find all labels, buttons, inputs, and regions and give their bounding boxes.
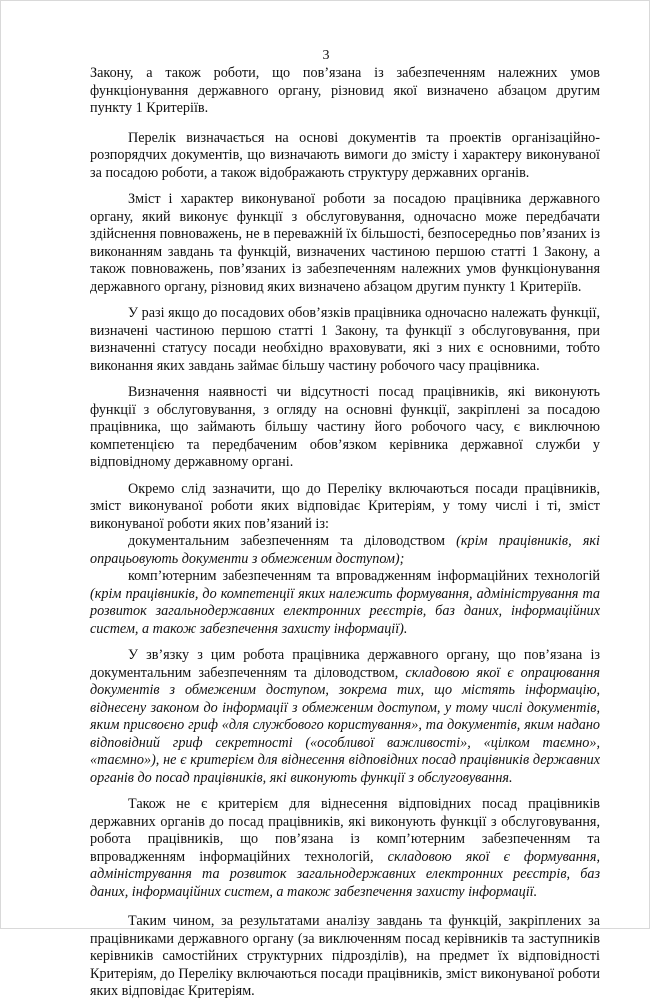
paragraph-text: Закону, а також роботи, що пов’язана із забезпеченням належних умов функціонування державного органу, різновид якої визначено абзацом другим пункту 1 Критеріїв. [90, 65, 600, 116]
list-item-text: комп’ютерним забезпеченням та впровадженням інформаційних технологій [128, 568, 600, 584]
paragraph [90, 481, 600, 534]
list-item [90, 533, 600, 568]
paragraph-text: Перелік визначається на основі документів та проектів організаційно-розпорядчих документів, що визначають вимоги до змісту і характеру виконуваної за посадою роботи, а також відображають структуру державних органів. [90, 129, 600, 181]
list-item-text: документальним забезпеченням та діловодством [128, 533, 457, 549]
list-item-note: (крім працівників, до компетенції яких належить формування, адміністрування та розвиток загальнодержавних електронних реєстрів, баз даних, інформаційних систем, а також забезпечення захисту інформації). [90, 585, 600, 637]
page-number: 3 [322, 48, 330, 63]
document-body [90, 65, 600, 1001]
list-item [90, 568, 600, 638]
paragraph [90, 130, 600, 183]
paragraph-italic-text: складовою якої є формування, адміністрування та розвиток загальнодержавних електронних реєстрів, баз даних, інформаційних систем, а також забезпечення захисту інформації. [90, 848, 600, 900]
paragraph [90, 65, 600, 118]
paragraph-text: Окремо слід зазначити, що до Переліку включаються посади працівників, зміст виконуваної роботи яких відповідає Критеріям, у тому числі і ті, зміст виконуваної роботи яких пов’язаний із: [90, 480, 600, 532]
paragraph [90, 913, 600, 1001]
paragraph-italic-text: складовою якої є опрацювання документів з обмеженим доступом, зокрема тих, що містять інформацію, віднесену законом до інформації з обмеженим доступом, у тому числі документів, яким присвоєно гриф «для службового користування», та документів, яким надано відповідний гриф секретності («особливої важливості», «цілком таємно», «таємно»), не є критерієм для віднесення відповідних посад працівників державних органів до посад працівників, які виконують функції з обслуговування. [90, 664, 600, 786]
paragraph [90, 191, 600, 296]
list-item-note: (крім працівників, які опрацьовують документи з обмеженим доступом); [90, 533, 600, 567]
paragraph-text: У зв’язку з цим робота працівника державного органу, що пов’язана із документальним забезпеченням та діловодством, [90, 647, 600, 681]
paragraph [90, 796, 600, 901]
paragraph-text: Визначення наявності чи відсутності посад працівників, які виконують функції з обслуговування, з огляду на основні функції, закріплені за посадою працівника, що займають більшу частину його робочого часу, є виключною компетенцією та передбаченим обов’язком керівника державної служби у відповідному державному органі. [90, 384, 600, 470]
paragraph [90, 647, 600, 787]
paragraph-text: У разі якщо до посадових обов’язків працівника одночасно належать функції, визначені частиною першою статті 1 Закону, та функції з обслуговування, при визначенні статусу посади необхідно враховувати, які з них є основними, тобто виконання яких завдань займає більшу частину робочого часу працівника. [90, 305, 600, 374]
paragraph-text: Таким чином, за результатами аналізу завдань та функцій, закріплених за працівниками державного органу (за виключенням посад керівників та заступників керівників самостійних структурних підрозділів), на предмет їх відповідності Критеріям, до Переліку включаються посади працівників, зміст виконуваної роботи яких відповідає Критеріям. [90, 913, 600, 999]
paragraph [90, 305, 600, 375]
paragraph-text: Також не є критерієм для віднесення відповідних посад працівників державних органів до посад працівників, які виконують функції з обслуговування, робота працівників, що пов’язана із комп’ютерним забезпеченням та впровадженням інформаційних технологій, [90, 796, 600, 865]
paragraph-text: Зміст і характер виконуваної роботи за посадою працівника державного органу, який виконує функції з обслуговування, одночасно може передбачати здійснення повноважень, не в переважній їх більшості, безпосередньо пов’язаних із виконанням завдань та функцій, визначених частиною першою статті 1 Закону, а також повноважень, пов’язаних із забезпеченням належних умов функціонування державного органу, різновид яких визначено абзацом другим пункту 1 Критеріїв. [90, 191, 600, 295]
paragraph [90, 384, 600, 472]
